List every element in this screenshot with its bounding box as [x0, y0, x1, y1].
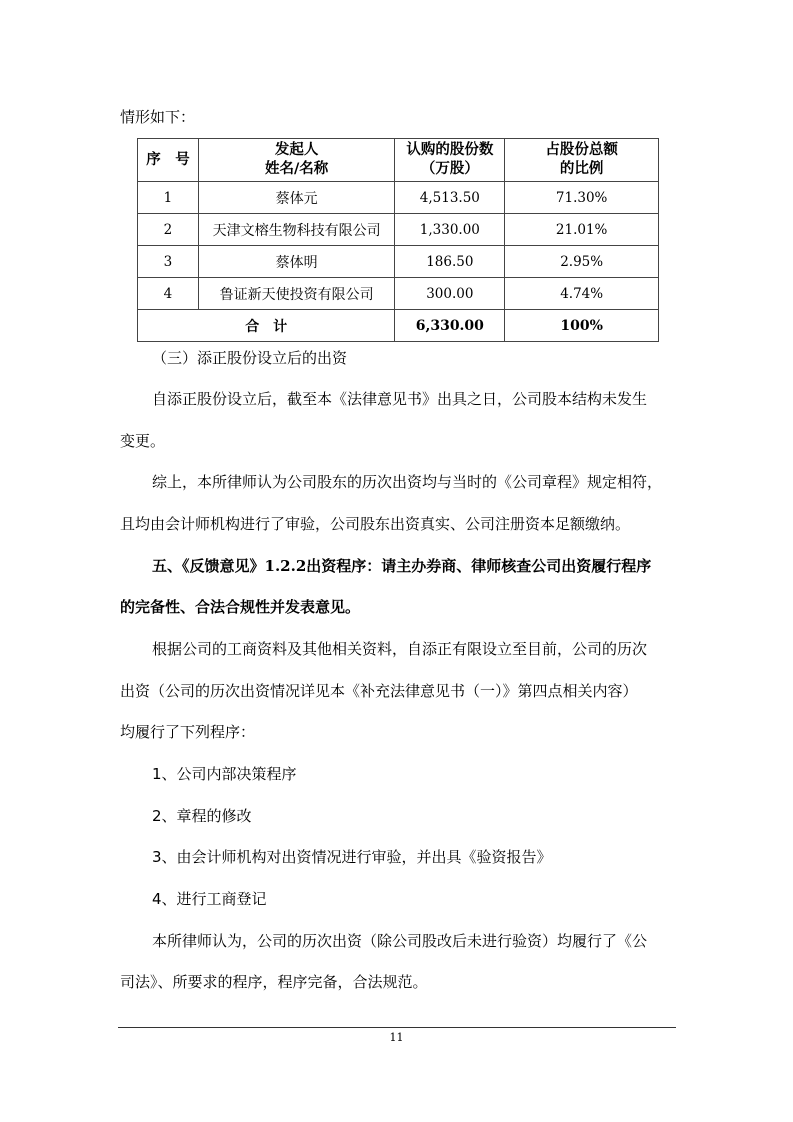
- paragraph-line: 且均由会计师机构进行了审验，公司股东出资真实、公司注册资本足额缴纳。: [120, 515, 631, 533]
- table-row: [138, 182, 659, 214]
- footer-divider: [118, 1027, 676, 1028]
- intro-text: 情形如下：: [120, 108, 196, 126]
- list-item: 2、章程的修改: [152, 807, 252, 825]
- cell-name: 蔡体明: [198, 246, 394, 278]
- cell-ratio: 21.01%: [505, 214, 659, 246]
- paragraph-line: 出资（公司的历次出资情况详见本《补充法律意见书（一）》第四点相关内容）: [120, 682, 638, 700]
- paragraph-line: 均履行了下列程序：: [120, 723, 256, 741]
- cell-name: 天津文榕生物科技有限公司: [198, 214, 394, 246]
- header-name-text: 发起人 姓名/名称: [265, 142, 329, 177]
- table-row: [138, 214, 659, 246]
- section-heading: （三）添正股份设立后的出资: [152, 349, 348, 367]
- total-ratio: 100%: [505, 310, 659, 342]
- cell-no: 1: [138, 182, 199, 214]
- cell-shares: 186.50: [395, 246, 505, 278]
- paragraph-line: 根据公司的工商资料及其他相关资料，自添正有限设立至目前，公司的历次: [152, 640, 648, 658]
- feedback-heading-line2: 的完备性、合法合规性并发表意见。: [120, 598, 361, 616]
- feedback-heading-part2: 出资程序：请主办券商、律师核查公司出资履行程序: [306, 557, 652, 575]
- cell-name: 蔡体元: [198, 182, 394, 214]
- cell-no: 2: [138, 214, 199, 246]
- feedback-heading-line: [152, 556, 712, 576]
- header-ratio: [505, 139, 659, 182]
- header-name: [198, 139, 394, 182]
- total-label: 合 计: [138, 310, 395, 342]
- list-item: 3、由会计师机构对出资情况进行审验，并出具《验资报告》: [152, 848, 552, 866]
- shareholder-table: [137, 138, 659, 342]
- paragraph-line: 司法》、所要求的程序，程序完备，合法规范。: [120, 973, 428, 991]
- cell-no: 3: [138, 246, 199, 278]
- header-no: 序 号: [138, 139, 199, 182]
- cell-ratio: 2.95%: [505, 246, 659, 278]
- header-shares-text: 认购的股份数 （万股）: [406, 142, 494, 177]
- list-item: 1、公司内部决策程序: [152, 765, 297, 783]
- cell-shares: 4,513.50: [395, 182, 505, 214]
- page-number: 11: [389, 1031, 404, 1044]
- paragraph-line: 综上，本所律师认为公司股东的历次出资均与当时的《公司章程》规定相符，: [152, 473, 663, 491]
- header-ratio-text: 占股份总额 的比例: [545, 142, 618, 177]
- cell-shares: 300.00: [395, 278, 505, 310]
- feedback-heading-part1: 五、《反馈意见》: [152, 557, 265, 575]
- paragraph-line: 变更。: [120, 432, 166, 450]
- paragraph-line: 自添正股份设立后，截至本《法律意见书》出具之日，公司股本结构未发生: [152, 390, 648, 408]
- feedback-heading-number: 1.2.2: [264, 557, 307, 575]
- cell-no: 4: [138, 278, 199, 310]
- cell-ratio: 71.30%: [505, 182, 659, 214]
- cell-shares: 1,330.00: [395, 214, 505, 246]
- table-header-row: [138, 139, 659, 182]
- table-total-row: [138, 310, 659, 342]
- paragraph-line: 本所律师认为，公司的历次出资（除公司股改后未进行验资）均履行了《公: [152, 932, 648, 950]
- cell-name: 鲁证新天使投资有限公司: [198, 278, 394, 310]
- table-row: [138, 278, 659, 310]
- total-shares: 6,330.00: [395, 310, 505, 342]
- header-shares: [395, 139, 505, 182]
- list-item: 4、进行工商登记: [152, 890, 267, 908]
- table-row: [138, 246, 659, 278]
- cell-ratio: 4.74%: [505, 278, 659, 310]
